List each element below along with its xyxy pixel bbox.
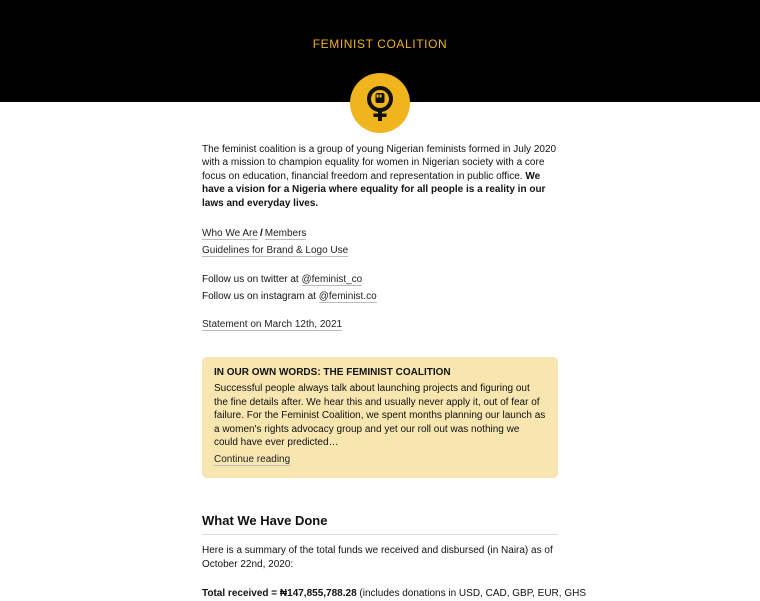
- logo[interactable]: [350, 73, 410, 133]
- twitter-handle-link[interactable]: @feminist_co: [301, 274, 363, 286]
- link-separator: /: [259, 228, 263, 240]
- twitter-prefix: Follow us on twitter at: [202, 274, 299, 286]
- callout-title: IN OUR OWN WORDS: THE FEMINIST COALITION: [214, 366, 451, 378]
- statement-row: [202, 318, 558, 331]
- instagram-prefix: Follow us on instagram at: [202, 290, 316, 302]
- main-content: [202, 143, 586, 601]
- continue-reading-link[interactable]: Continue reading: [214, 453, 291, 465]
- callout-more-row: [214, 453, 546, 467]
- feminist-fist-icon: [350, 73, 410, 133]
- intro-text: The feminist coalition is a group of young Nigerian feminists formed in July 2020 with a mission to champion equality for women in Nigerian society with a core focus on education, financial freedom and representation in public office.: [202, 144, 557, 182]
- nav-links: [202, 226, 558, 259]
- instagram-handle-link[interactable]: @feminist.co: [318, 290, 377, 302]
- callout-body: Successful people always talk about launching projects and figuring out the fine details after. We hear this and usually never apply it, out of fear of failure. For the Feminist Coalition, we spent months planning our launch as a women's rights advocacy group and yet our roll out was nothing we could have ever predicted…: [214, 383, 546, 449]
- section-heading: What We Have Done: [202, 513, 558, 535]
- total-received-note: (includes donations in USD, CAD, GBP, EUR, GHS: [359, 588, 586, 600]
- members-link[interactable]: Members: [264, 228, 307, 240]
- total-received: [202, 587, 586, 600]
- intro-vision-text: We have a vision for a Nigeria where equality for all people is a reality in our laws and everyday lives.: [202, 170, 546, 209]
- total-received-label: Total received = ₦147,855,788.28: [202, 588, 357, 600]
- statement-link[interactable]: Statement on March 12th, 2021: [202, 319, 343, 331]
- site-title-link[interactable]: FEMINIST COALITION: [312, 37, 448, 51]
- brand-guidelines-link[interactable]: Guidelines for Brand & Logo Use: [202, 244, 349, 256]
- who-we-are-link[interactable]: Who We Are: [202, 228, 258, 240]
- social-follow: [202, 272, 558, 305]
- funds-summary: Here is a summary of the total funds we received and disbursed (in Naira) as of October 22nd, 2020:: [202, 545, 553, 570]
- intro-paragraph: [202, 143, 558, 210]
- featured-post-callout: [202, 357, 558, 479]
